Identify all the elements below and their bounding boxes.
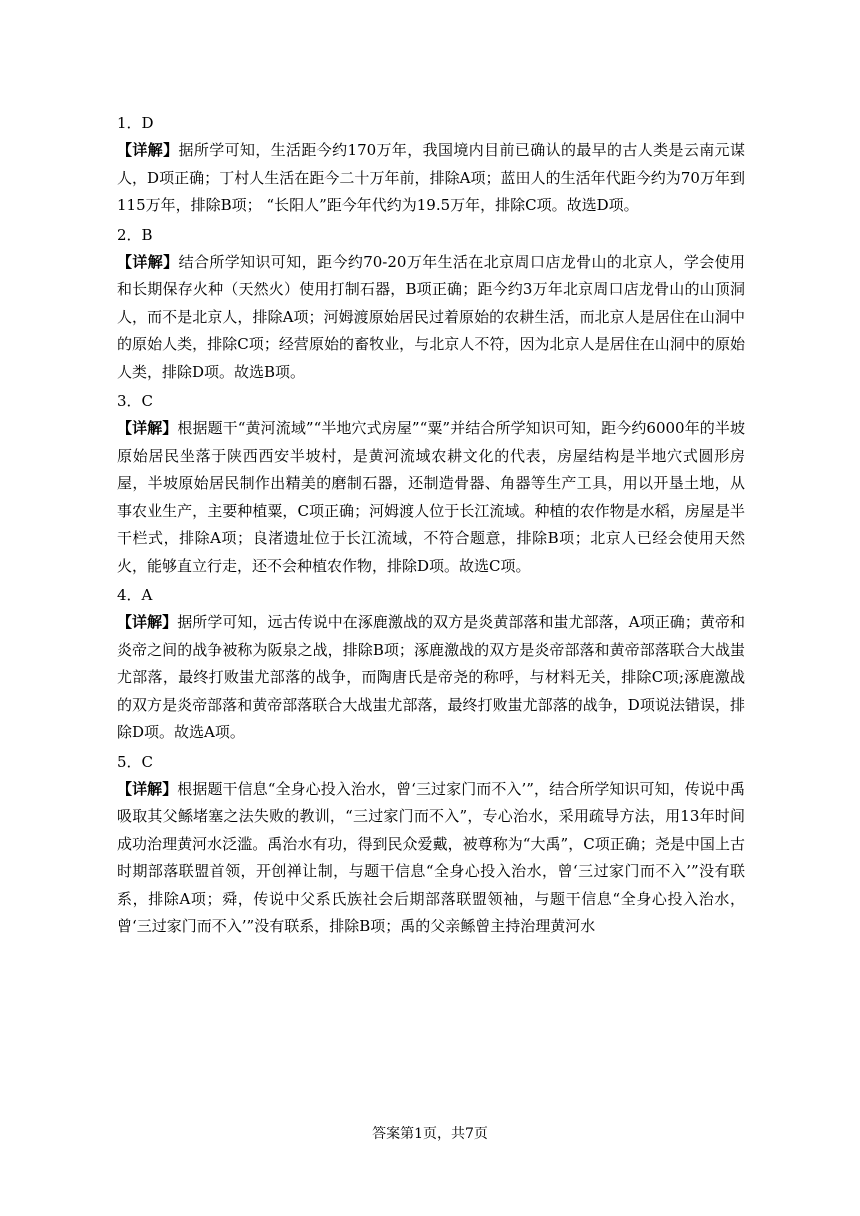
answer-number: 2．B	[117, 225, 153, 244]
answer-explanation	[117, 137, 745, 220]
answer-number: 1．D	[117, 114, 154, 132]
explanation-text: 根据题干信息“全身心投入治水，曾‘三过家门而不入’”，结合所学知识可知，传说中禹吸取其父鲧堵塞之法失败的教训，“三过家门而不入”，专心治水，采用疏导方法，用13年时间成功治理黄河水泛滥。禹治水有功，得到民众爱戴，被尊称为“大禹”，C项正确；尧是中国上古时期部落联盟首领，开创禅让制，与题干信息“全身心投入治水，曾‘三过家门而不入’”没有联系，排除A项；舜，传说中父系氏族社会后期部落联盟领袖，与题干信息“全身心投入治水，曾‘三过家门而不入’”没有联系，排除B项；禹的父亲鲧曾主持治理黄河水	[117, 779, 745, 935]
answer-explanation	[117, 415, 745, 580]
answer-item-4	[117, 582, 745, 747]
answer-number: 4．A	[117, 586, 153, 604]
answer-item-3	[117, 388, 745, 580]
detail-tag: 【详解】	[117, 141, 179, 159]
answer-item-5	[117, 749, 745, 941]
answer-item-1	[117, 110, 745, 220]
answer-explanation	[117, 609, 745, 747]
detail-tag: 【详解】	[117, 613, 178, 631]
detail-tag: 【详解】	[117, 252, 179, 271]
answer-explanation	[117, 249, 745, 387]
answer-item-2	[117, 222, 745, 387]
detail-tag: 【详解】	[117, 779, 178, 798]
answer-number: 3．C	[117, 392, 154, 410]
page-footer: 答案第1页，共7页	[372, 1126, 488, 1142]
explanation-text: 根据题干“黄河流域”“半地穴式房屋”“粟”并结合所学知识可知，距今约6000年的半坡原始居民坐落于陕西西安半坡村，是黄河流域农耕文化的代表，房屋结构是半地穴式圆形房屋，半坡原始居民制作出精美的磨制石器，还制造骨器、角器等生产工具，用以开垦土地，从事农业生产，主要种植粟，C项正确；河姆渡人位于长江流域。种植的农作物是水稻，房屋是半干栏式，排除A项；良渚遗址位于长江流域，不符合题意，排除B项；北京人已经会使用天然火，能够直立行走，还不会种植农作物，排除D项。故选C项。	[117, 419, 745, 575]
explanation-text: 据所学可知，远古传说中在涿鹿激战的双方是炎黄部落和蚩尤部落，A项正确；黄帝和炎帝之间的战争被称为阪泉之战，排除B项；涿鹿激战的双方是炎帝部落和黄帝部落联合大战蚩尤部落，最终打败蚩尤部落的战争，而陶唐氏是帝尧的称呼，与材料无关，排除C项;涿鹿激战的双方是炎帝部落和黄帝部落联合大战蚩尤部落，最终打败蚩尤部落的战争，D项说法错误，排除D项。故选A项。	[117, 613, 745, 741]
explanation-text: 结合所学知识可知，距今约70-20万年生活在北京周口店龙骨山的北京人，学会使用和长期保存火种（天然火）使用打制石器，B项正确；距今约3万年北京周口店龙骨山的山顶洞人，而不是北京人，排除A项；河姆渡原始居民过着原始的农耕生活，而北京人是居住在山洞中的原始人类，排除C项；经营原始的畜牧业，与北京人不符，因为北京人是居住在山洞中的原始人类，排除D项。故选B项。	[117, 252, 745, 381]
explanation-text: 据所学可知，生活距今约170万年，我国境内目前已确认的最早的古人类是云南元谋人，D项正确；丁村人生活在距今二十万年前，排除A项；蓝田人的生活年代距今约为70万年到115万年，排除B项； “长阳人”距今年代约为19.5万年，排除C项。故选D项。	[117, 141, 745, 214]
detail-tag: 【详解】	[117, 419, 178, 437]
answer-list	[117, 110, 745, 943]
answer-number: 5．C	[117, 752, 154, 771]
answer-explanation	[117, 776, 745, 941]
